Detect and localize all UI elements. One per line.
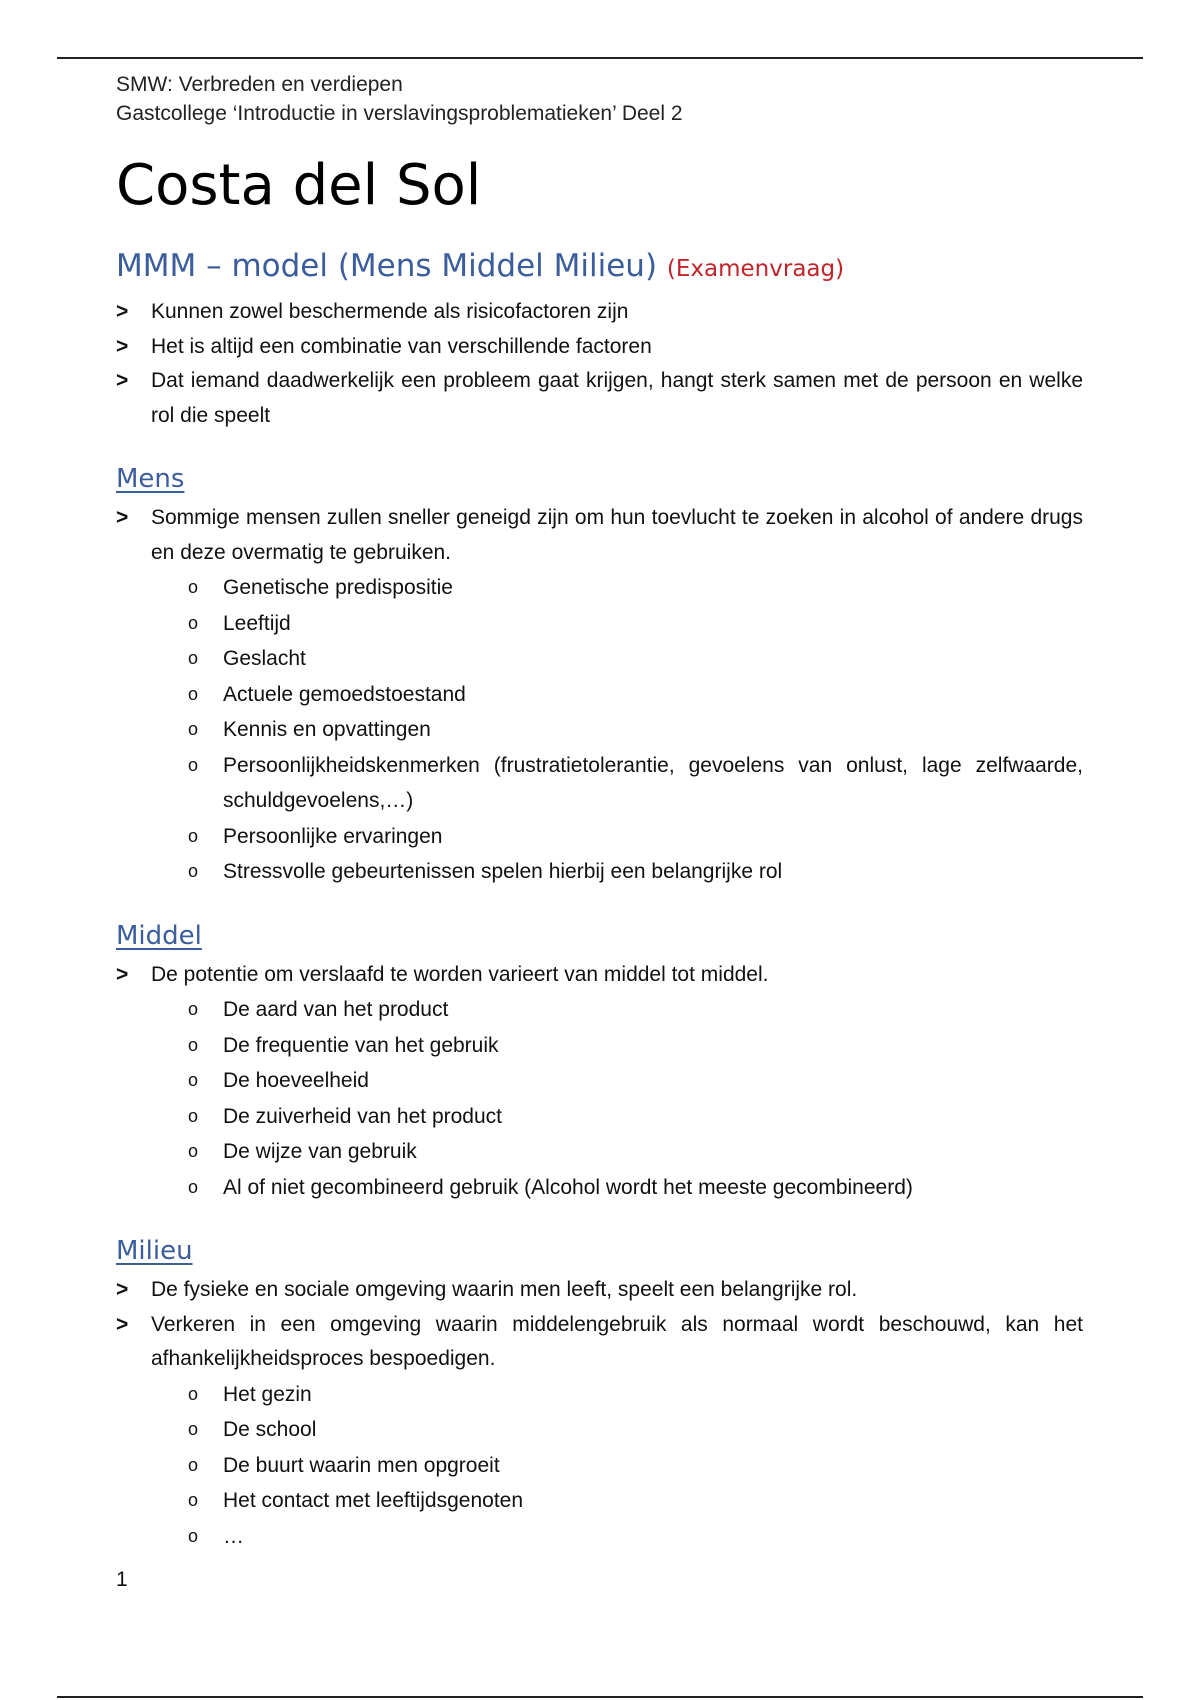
arrow-bullet-icon: > <box>116 506 129 529</box>
list-item: > Kunnen zowel beschermende als risicofactoren zijn <box>116 295 1083 330</box>
circle-bullet-icon: o <box>188 861 199 881</box>
circle-bullet-icon: o <box>188 825 199 846</box>
circle-bullet-icon: o <box>188 1070 199 1090</box>
circle-bullet-icon: o <box>188 1105 199 1126</box>
list-item: o De aard van het product <box>116 992 1083 1028</box>
lecture-title: Gastcollege ‘Introductie in verslavingsproblematieken’ Deel 2 <box>116 102 683 125</box>
circle-bullet-icon: o <box>188 1490 199 1510</box>
list-item: o De hoeveelheid <box>116 1063 1083 1099</box>
circle-bullet-icon: o <box>188 1141 199 1161</box>
arrow-bullet-icon: > <box>116 334 129 358</box>
middel-section <box>116 890 1083 1206</box>
list-item: o De school <box>116 1412 1083 1448</box>
list-item: o De zuiverheid van het product <box>116 1099 1083 1135</box>
milieu-heading: Milieu <box>116 1236 193 1266</box>
arrow-bullet-icon: > <box>116 1312 129 1336</box>
list-item: o Het gezin <box>116 1377 1083 1413</box>
list-item: o Actuele gemoedstoestand <box>116 677 1083 713</box>
mmm-bullet-list <box>116 295 1083 433</box>
document-title: Costa del Sol <box>116 153 482 218</box>
list-item: > Sommige mensen zullen sneller geneigd zijn om hun toevlucht te zoeken in alcohol of andere drugs en deze overmatig te gebruiken. <box>116 501 1083 570</box>
header-rule <box>57 57 1143 59</box>
arrow-bullet-icon: > <box>116 1278 129 1301</box>
middel-factor-list <box>116 992 1083 1205</box>
list-item: o Het contact met leeftijdsgenoten <box>116 1483 1083 1519</box>
mens-section <box>116 433 1083 890</box>
circle-bullet-icon: o <box>188 1454 199 1475</box>
arrow-bullet-icon: > <box>116 962 129 986</box>
arrow-bullet-icon: > <box>116 300 129 323</box>
document-page <box>116 70 1083 1554</box>
list-item: > De fysieke en sociale omgeving waarin men leeft, speelt een belangrijke rol. <box>116 1273 1083 1308</box>
circle-bullet-icon: o <box>188 754 199 775</box>
circle-bullet-icon: o <box>188 1525 199 1546</box>
exam-note: (Examenvraag) <box>666 256 845 282</box>
middel-heading: Middel <box>116 920 202 951</box>
list-item: o De wijze van gebruik <box>116 1134 1083 1170</box>
list-item: o Persoonlijke ervaringen <box>116 819 1083 855</box>
list-item: > Het is altijd een combinatie van verschillende factoren <box>116 330 1083 365</box>
mens-heading: Mens <box>116 464 185 494</box>
circle-bullet-icon: o <box>188 612 199 633</box>
list-item: o Geslacht <box>116 641 1083 677</box>
middel-bullet-list <box>116 958 1083 993</box>
list-item: > Verkeren in een omgeving waarin middelengebruik als normaal wordt beschouwd, kan het afhankelijkheidsproces bespoedigen. <box>116 1308 1083 1377</box>
list-item: o Al of niet gecombineerd gebruik (Alcohol wordt het meeste gecombineerd) <box>116 1170 1083 1206</box>
mmm-heading <box>116 246 1083 289</box>
course-title: SMW: Verbreden en verdiepen <box>116 73 403 96</box>
circle-bullet-icon: o <box>188 648 199 668</box>
list-item: > De potentie om verslaafd te worden varieert van middel tot middel. <box>116 958 1083 993</box>
circle-bullet-icon: o <box>188 1034 199 1055</box>
circle-bullet-icon: o <box>188 1419 199 1439</box>
mmm-heading-text: MMM – model (Mens Middel Milieu) <box>116 248 658 284</box>
list-item: o … <box>116 1519 1083 1555</box>
circle-bullet-icon: o <box>188 719 199 739</box>
list-item: o Leeftijd <box>116 606 1083 642</box>
milieu-factor-list <box>116 1377 1083 1555</box>
circle-bullet-icon: o <box>188 577 199 597</box>
list-item: o Genetische predispositie <box>116 570 1083 606</box>
circle-bullet-icon: o <box>188 999 199 1019</box>
list-item: o Persoonlijkheidskenmerken (frustratietolerantie, gevoelens van onlust, lage zelfwaarde, schuldgevoelens,…) <box>116 748 1083 819</box>
circle-bullet-icon: o <box>188 1383 199 1404</box>
milieu-section <box>116 1205 1083 1554</box>
mens-factor-list <box>116 570 1083 890</box>
circle-bullet-icon: o <box>188 683 199 704</box>
arrow-bullet-icon: > <box>116 369 129 392</box>
footer-rule <box>57 1696 1143 1698</box>
list-item: > Dat iemand daadwerkelijk een probleem gaat krijgen, hangt sterk samen met de persoon en welke rol die speelt <box>116 364 1083 433</box>
circle-bullet-icon: o <box>188 1176 199 1197</box>
mens-bullet-list <box>116 501 1083 570</box>
list-item: o De buurt waarin men opgroeit <box>116 1448 1083 1484</box>
page-number: 1 <box>116 1568 128 1591</box>
list-item: o Kennis en opvattingen <box>116 712 1083 748</box>
list-item: o De frequentie van het gebruik <box>116 1028 1083 1064</box>
milieu-bullet-list <box>116 1273 1083 1377</box>
list-item: o Stressvolle gebeurtenissen spelen hierbij een belangrijke rol <box>116 854 1083 890</box>
